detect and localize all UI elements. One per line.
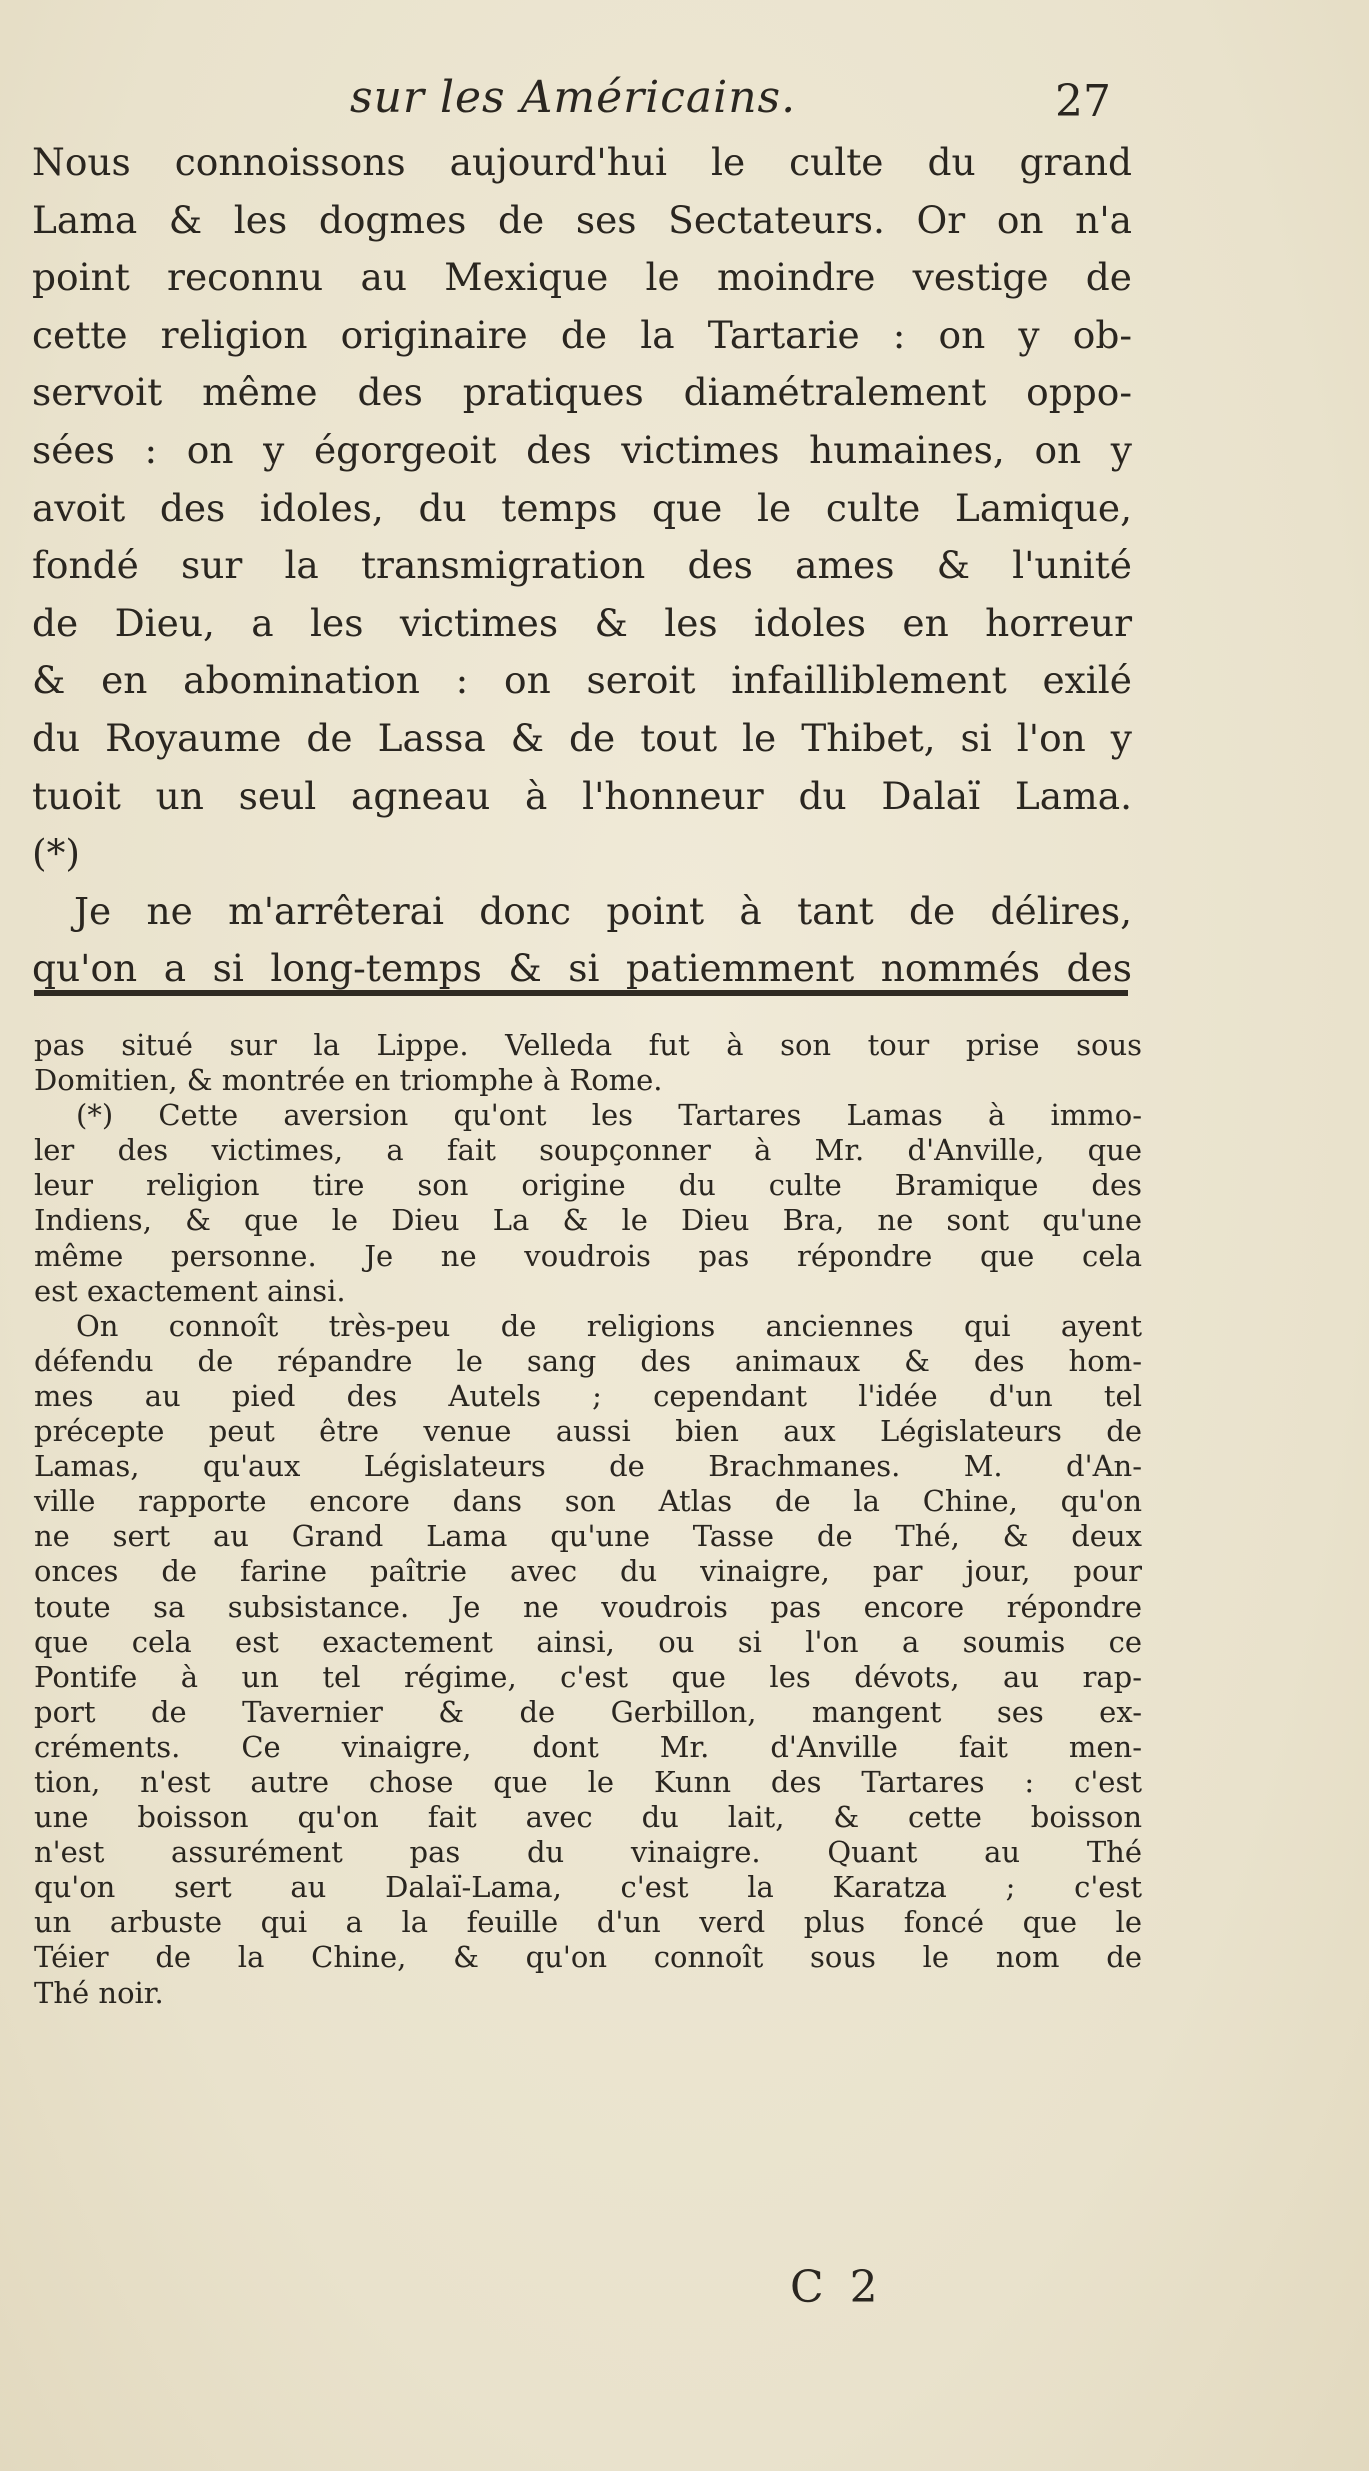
footnote-line: (*) Cette aversion qu'ont les Tartares Lamas à immo-	[76, 1098, 1142, 1133]
footnote-line: Domitien, & montrée en triomphe à Rome.	[34, 1063, 663, 1098]
footnote-line: tion, n'est autre chose que le Kunn des Tartares : c'est	[34, 1764, 1142, 1799]
footnote-line: onces de farine paîtrie avec du vinaigre, par jour, pour	[34, 1554, 1142, 1589]
text-line: sées : on y égorgeoit des victimes humaines, on y	[32, 427, 1132, 472]
footnote-line: toute sa subsistance. Je ne voudrois pas encore répondre	[34, 1589, 1142, 1624]
footnote-line: un arbuste qui a la feuille d'un verd plus foncé que le	[34, 1905, 1142, 1940]
footnote-line: mes au pied des Autels ; cependant l'idée d'un tel	[34, 1378, 1142, 1413]
footnote-line: On connoît très-peu de religions anciennes qui ayent	[76, 1308, 1142, 1343]
footnotes	[34, 1028, 1142, 2011]
footnote-line: créments. Ce vinaigre, dont Mr. d'Anville fait men-	[34, 1729, 1142, 1764]
page-number: 27	[1055, 76, 1111, 127]
footnote-line: Pontife à un tel régime, c'est que les dévots, au rap-	[34, 1659, 1142, 1694]
footnote-line: précepte peut être venue aussi bien aux Législateurs de	[34, 1414, 1142, 1449]
footnote-line: Lamas, qu'aux Législateurs de Brachmanes. M. d'An-	[34, 1449, 1142, 1484]
footnote-line: pas situé sur la Lippe. Velleda fut à son tour prise sous	[34, 1028, 1142, 1062]
footnote-line: une boisson qu'on fait avec du lait, & cette boisson	[34, 1800, 1142, 1835]
text-line: du Royaume de Lassa & de tout le Thibet, si l'on y	[32, 715, 1132, 760]
text-line: point reconnu au Mexique le moindre vestige de	[32, 255, 1132, 300]
signature-mark: C 2	[790, 2262, 884, 2313]
footnote-line: défendu de répandre le sang des animaux & des hom-	[34, 1343, 1142, 1378]
text-line: avoit des idoles, du temps que le culte Lamique,	[32, 485, 1132, 530]
footnote-line: que cela est exactement ainsi, ou si l'on a soumis ce	[34, 1624, 1142, 1659]
text-line: Je ne m'arrêterai donc point à tant de délires,	[74, 888, 1132, 933]
text-line: tuoit un seul agneau à l'honneur du Dalaï Lama.	[32, 773, 1132, 818]
footnote-line: port de Tavernier & de Gerbillon, mangent ses ex-	[34, 1694, 1142, 1729]
footnote-rule	[34, 990, 1128, 996]
footnote-line: ler des victimes, a fait soupçonner à Mr. d'Anville, que	[34, 1133, 1142, 1168]
footnote-line: est exactement ainsi.	[34, 1273, 346, 1308]
running-head: sur les Américains.	[350, 72, 797, 123]
page-header	[0, 72, 1369, 142]
text-line: Nous connoissons aujourd'hui le culte du grand	[32, 140, 1132, 184]
footnote-line: ville rapporte encore dans son Atlas de la Chine, qu'on	[34, 1484, 1142, 1519]
text-line: Lama & les dogmes de ses Sectateurs. Or on n'a	[32, 197, 1132, 242]
text-line: (*)	[32, 831, 81, 876]
text-line: & en abomination : on seroit infailliblement exilé	[32, 658, 1132, 703]
footnote-line: Téier de la Chine, & qu'on connoît sous le nom de	[34, 1940, 1142, 1975]
text-line: servoit même des pratiques diamétralement oppo-	[32, 370, 1132, 415]
footnote-line: leur religion tire son origine du culte Bramique des	[34, 1168, 1142, 1203]
text-line: fondé sur la transmigration des ames & l'unité	[32, 543, 1132, 588]
main-text	[32, 134, 1132, 998]
footnote-line: qu'on sert au Dalaï-Lama, c'est la Karatza ; c'est	[34, 1870, 1142, 1905]
footnote-line: même personne. Je ne voudrois pas répondre que cela	[34, 1238, 1142, 1273]
footnote-line: ne sert au Grand Lama qu'une Tasse de Thé, & deux	[34, 1519, 1142, 1554]
text-line: de Dieu, a les victimes & les idoles en horreur	[32, 600, 1132, 645]
footnote-line: Indiens, & que le Dieu La & le Dieu Bra, ne sont qu'une	[34, 1203, 1142, 1238]
text-line: qu'on a si long-temps & si patiemment nommés des	[32, 946, 1132, 991]
footnote-line: Thé noir.	[34, 1975, 164, 2010]
footnote-line: n'est assurément pas du vinaigre. Quant au Thé	[34, 1835, 1142, 1870]
text-line: cette religion originaire de la Tartarie : on y ob-	[32, 312, 1132, 357]
